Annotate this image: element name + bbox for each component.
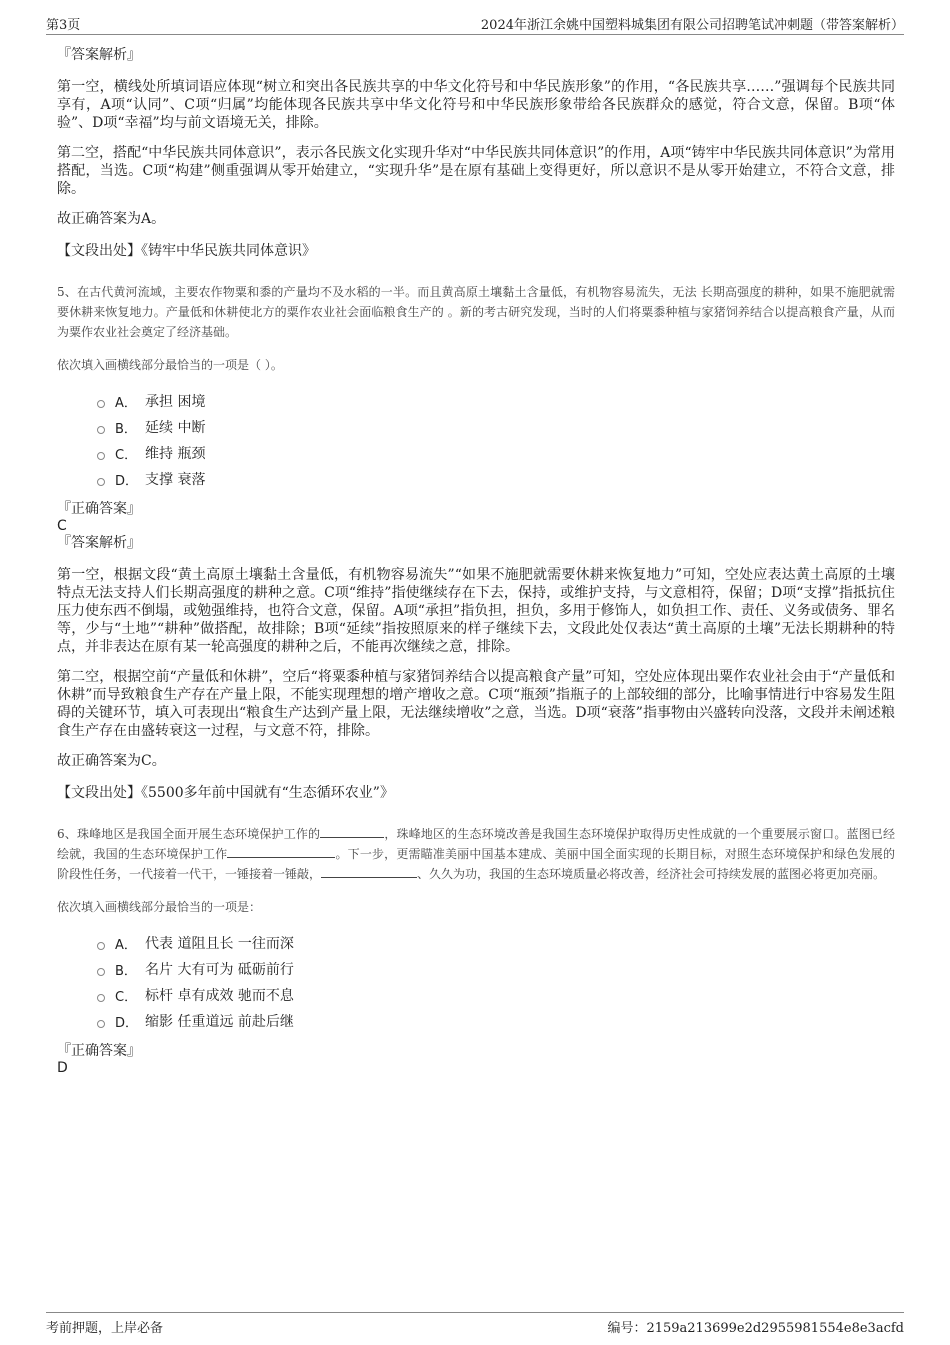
blank-line	[227, 845, 335, 858]
q5-question-text: 5、在古代黄河流域，主要农作物粟和黍的产量均不及水稻的一半。而且黄高原土壤黏土含量低，有机物容易流失，无法 长期高强度的耕种，如果不施肥就需要休耕来恢复地力。产量低和休耕使北方的粟作农业社会面临粮食生产的 。新的考古研究发现，当时的人们将粟黍种植与家猪饲养结合以提高粮食产量，从而为粟作农业社会奠定了经济基础。	[57, 285, 895, 339]
footer-slogan: 考前押题，上岸必备	[46, 1321, 164, 1336]
page-number: 第3页	[46, 18, 81, 33]
analysis-label: 『答案解析』	[57, 535, 141, 551]
correct-answer-label: 『正确答案』	[57, 1043, 141, 1059]
q6-question-text: 6、珠峰地区是我国全面开展生态环境保护工作的 ，珠峰地区的生态环境改善是我国生态环境保护取得历史性成就的一个重要展示窗口。蓝图已经绘就，我国的生态环境保护工作 。下一步，更需瞄准美丽中国基本建成、美丽中国全面实现的长期目标，对照生态环境保护和绿色发展的阶段性任务，一代接着一代干，一锤接着一锤敲， 、久久为功，我国的生态环境质量必将改善，经济社会可持续发展的蓝图必将更加亮丽。	[57, 827, 895, 881]
q4-analysis-p2: 第二空，搭配“中华民族共同体意识”，表示各民族文化实现升华对“中华民族共同体意识”的作用，A项“铸牢中华民族共同体意识”为常用搭配，当选。C项“构建”侧重强调从零开始建立，“实现升华”是在原有基础上变得更好，所以意识不是从零开始建立，不符合文意，排除。	[57, 145, 895, 197]
main-content	[57, 46, 895, 1076]
q6-option-b[interactable]: B． 名片 大有可为 砥砺前行	[97, 956, 895, 982]
document-title: 2024年浙江余姚中国塑料城集团有限公司招聘笔试冲刺题（带答案解析）	[480, 18, 904, 33]
radio-icon[interactable]	[97, 400, 105, 408]
q5-prompt: 依次填入画横线部分最恰当的一项是（ ）。	[57, 358, 283, 372]
radio-icon[interactable]	[97, 426, 105, 434]
q4-source: 【文段出处】《铸牢中华民族共同体意识》	[57, 243, 316, 259]
q5-option-c[interactable]: C． 维持 瓶颈	[97, 440, 895, 466]
q5-option-a[interactable]: A． 承担 困境	[97, 388, 895, 414]
q5-source: 【文段出处】《5500多年前中国就有“生态循环农业”》	[57, 785, 394, 801]
q6-answer: D	[57, 1060, 68, 1076]
q6-prompt: 依次填入画横线部分最恰当的一项是：	[57, 900, 262, 914]
q5-option-d[interactable]: D． 支撑 衰落	[97, 466, 895, 492]
blank-line	[320, 825, 384, 838]
correct-answer-label: 『正确答案』	[57, 501, 141, 517]
radio-icon[interactable]	[97, 968, 105, 976]
q5-analysis-p2: 第二空，根据空前“产量低和休耕”，空后“将粟黍种植与家猪饲养结合以提高粮食产量”可知，空处应体现出粟作农业社会由于“产量低和休耕”而导致粮食生产存在产量上限，不能实现理想的增产增收之意。C项“瓶颈”指瓶子的上部较细的部分，比喻事情进行中容易发生阻碍的关键环节，填入可表现出“粮食生产达到产量上限，无法继续增收”之意，当选。D项“衰落”指事物由兴盛转向没落，文段并未阐述粮食生产存在由盛转衰这一过程，与文意不符，排除。	[57, 669, 895, 739]
page-footer	[46, 1312, 904, 1336]
q6-option-d[interactable]: D． 缩影 任重道远 前赴后继	[97, 1008, 895, 1034]
q5-answer: C	[57, 518, 67, 534]
q4-analysis-p1: 第一空，横线处所填词语应体现“树立和突出各民族共享的中华文化符号和中华民族形象”的作用，“各民族共享……”强调每个民族共同享有，A项“认同”、C项“归属”均能体现各民族共享中华文化符号和中华民族形象带给各民族群众的感觉，符合文意，保留。B项“体验”、D项“幸福”均与前文语境无关，排除。	[57, 79, 895, 131]
document-id: 编号：2159a213699e2d2955981554e8e3acfd	[607, 1321, 904, 1336]
q6-option-c[interactable]: C． 标杆 卓有成效 驰而不息	[97, 982, 895, 1008]
q5-option-b[interactable]: B． 延续 中断	[97, 414, 895, 440]
q6-option-a[interactable]: A． 代表 道阻且长 一往而深	[97, 930, 895, 956]
radio-icon[interactable]	[97, 1020, 105, 1028]
radio-icon[interactable]	[97, 478, 105, 486]
q5-options	[97, 388, 895, 492]
blank-line	[321, 865, 417, 878]
q5-conclusion: 故正确答案为C。	[57, 753, 166, 769]
radio-icon[interactable]	[97, 994, 105, 1002]
q5-analysis-p1: 第一空，根据文段“黄土高原土壤黏土含量低，有机物容易流失”“如果不施肥就需要休耕来恢复地力”可知，空处应表达黄土高原的土壤特点无法支持人们长期高强度的耕种之意。C项“维持”指使继续存在下去，保持，或维护支持，与文意相符，保留；D项“支撑”指抵抗住压力使东西不倒塌，或勉强维持，也符合文意，保留。A项“承担”指负担，担负，多用于修饰人，如负担工作、责任、义务或债务、罪名等，少与“土地”“耕种”做搭配，故排除；B项“延续”指按照原来的样子继续下去，文段此处仅表达“黄土高原的土壤”无法长期耕种的特点，并非表达在原有某一轮高强度的耕种之后，不能再次继续之意，排除。	[57, 567, 895, 655]
page-header	[46, 14, 904, 35]
analysis-label: 『答案解析』	[57, 47, 141, 63]
radio-icon[interactable]	[97, 942, 105, 950]
radio-icon[interactable]	[97, 452, 105, 460]
q6-options	[97, 930, 895, 1034]
q4-conclusion: 故正确答案为A。	[57, 211, 166, 227]
